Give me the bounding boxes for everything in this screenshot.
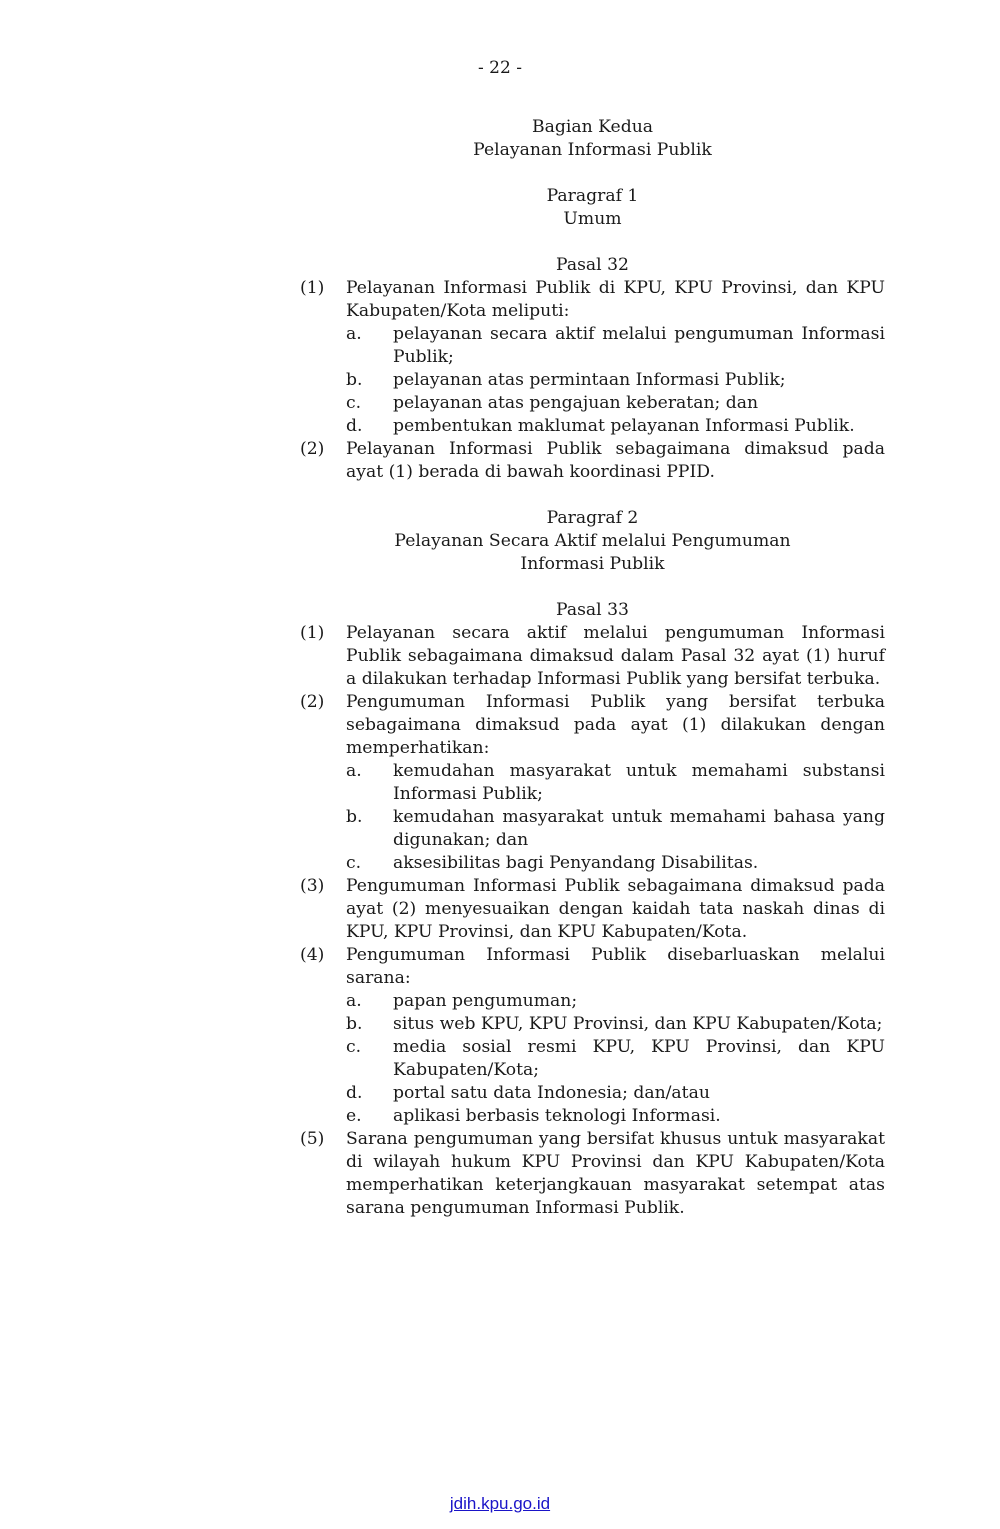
item-letter: b. (346, 1014, 363, 1034)
part-heading (300, 116, 885, 162)
ayat-number: (2) (300, 439, 325, 459)
item-text: aplikasi berbasis teknologi Informasi. (393, 1106, 721, 1126)
ayat-number: (3) (300, 876, 325, 896)
paragraf-2-subtitle: Informasi Publik (520, 554, 665, 574)
item-text: aksesibilitas bagi Penyandang Disabilitas. (393, 853, 759, 873)
list-item (346, 990, 885, 1013)
item-letter: b. (346, 370, 363, 390)
item-text: pelayanan secara aktif melalui pengumuman Informasi Publik; (393, 324, 885, 367)
item-text: kemudahan masyarakat untuk memahami bahasa yang digunakan; dan (393, 807, 885, 850)
pasal-33-ayat-1 (300, 622, 885, 691)
item-text: papan pengumuman; (393, 991, 578, 1011)
list-item (346, 1105, 885, 1128)
ayat-number: (1) (300, 278, 325, 298)
ayat-number: (2) (300, 692, 325, 712)
pasal-33-ayat-2 (300, 691, 885, 760)
list-item (346, 1082, 885, 1105)
list-item (346, 852, 885, 875)
item-text: situs web KPU, KPU Provinsi, dan KPU Kabupaten/Kota; (393, 1014, 883, 1034)
list-item (346, 392, 885, 415)
footer (0, 1494, 1000, 1514)
paragraf-1-heading (300, 185, 885, 231)
part-subtitle: Pelayanan Informasi Publik (473, 140, 712, 160)
list-item (346, 1013, 885, 1036)
list-item (346, 323, 885, 369)
paragraf-2-title: Paragraf 2 (546, 508, 639, 528)
item-letter: d. (346, 1083, 363, 1103)
paragraf-1-title: Paragraf 1 (546, 186, 639, 206)
ayat-text: Pengumuman Informasi Publik yang bersifat terbuka sebagaimana dimaksud pada ayat (1) dilakukan dengan memperhatikan: (346, 692, 885, 758)
item-letter: a. (346, 991, 362, 1011)
pasal-33-ayat-4 (300, 944, 885, 990)
pasal-32-ayat-1 (300, 277, 885, 323)
item-letter: a. (346, 324, 362, 344)
pasal-33-ayat-3 (300, 875, 885, 944)
item-letter: c. (346, 853, 362, 873)
pasal-32-title: Pasal 32 (556, 255, 629, 275)
ayat-text: Pelayanan Informasi Publik sebagaimana dimaksud pada ayat (1) berada di bawah koordinasi PPID. (346, 439, 885, 482)
ayat-text: Pelayanan Informasi Publik di KPU, KPU Provinsi, dan KPU Kabupaten/Kota meliputi: (346, 278, 885, 321)
list-item (346, 760, 885, 806)
item-letter: c. (346, 1037, 362, 1057)
item-letter: a. (346, 761, 362, 781)
page-number: - 22 - (478, 58, 522, 78)
item-text: kemudahan masyarakat untuk memahami substansi Informasi Publik; (393, 761, 885, 804)
ayat-text: Pengumuman Informasi Publik disebarluaskan melalui sarana: (346, 945, 885, 988)
pasal-33-title: Pasal 33 (556, 600, 629, 620)
pasal-33-ayat-5 (300, 1128, 885, 1220)
item-text: pelayanan atas permintaan Informasi Publik; (393, 370, 786, 390)
item-letter: b. (346, 807, 363, 827)
ayat-number: (5) (300, 1129, 325, 1149)
paragraf-1-subtitle: Umum (563, 209, 622, 229)
item-letter: d. (346, 416, 363, 436)
list-item (346, 806, 885, 852)
ayat-number: (4) (300, 945, 325, 965)
ayat-text: Pelayanan secara aktif melalui pengumuman Informasi Publik sebagaimana dimaksud dalam Pasal 32 ayat (1) huruf a dilakukan terhadap Informasi Publik yang bersifat terbuka. (346, 623, 885, 689)
document-body (300, 116, 885, 1220)
item-text: pelayanan atas pengajuan keberatan; dan (393, 393, 759, 413)
item-text: media sosial resmi KPU, KPU Provinsi, dan KPU Kabupaten/Kota; (393, 1037, 885, 1080)
paragraf-2-subtitle: Pelayanan Secara Aktif melalui Pengumuman (394, 531, 791, 551)
list-item (346, 369, 885, 392)
jdih-link[interactable]: jdih.kpu.go.id (449, 1494, 551, 1513)
list-item (346, 415, 885, 438)
item-text: pembentukan maklumat pelayanan Informasi Publik. (393, 416, 855, 436)
ayat-text: Sarana pengumuman yang bersifat khusus untuk masyarakat di wilayah hukum KPU Provinsi dan KPU Kabupaten/Kota memperhatikan keterjangkauan masyarakat setempat atas sarana pengumuman Informasi Publik. (346, 1129, 885, 1218)
ayat-text: Pengumuman Informasi Publik sebagaimana dimaksud pada ayat (2) menyesuaikan dengan kaidah tata naskah dinas di KPU, KPU Provinsi, dan KPU Kabupaten/Kota. (346, 876, 885, 942)
item-text: portal satu data Indonesia; dan/atau (393, 1083, 710, 1103)
part-title: Bagian Kedua (531, 117, 654, 137)
item-letter: e. (346, 1106, 362, 1126)
paragraf-2-heading (300, 507, 885, 576)
ayat-number: (1) (300, 623, 325, 643)
list-item (346, 1036, 885, 1082)
pasal-32-ayat-2 (300, 438, 885, 484)
item-letter: c. (346, 393, 362, 413)
